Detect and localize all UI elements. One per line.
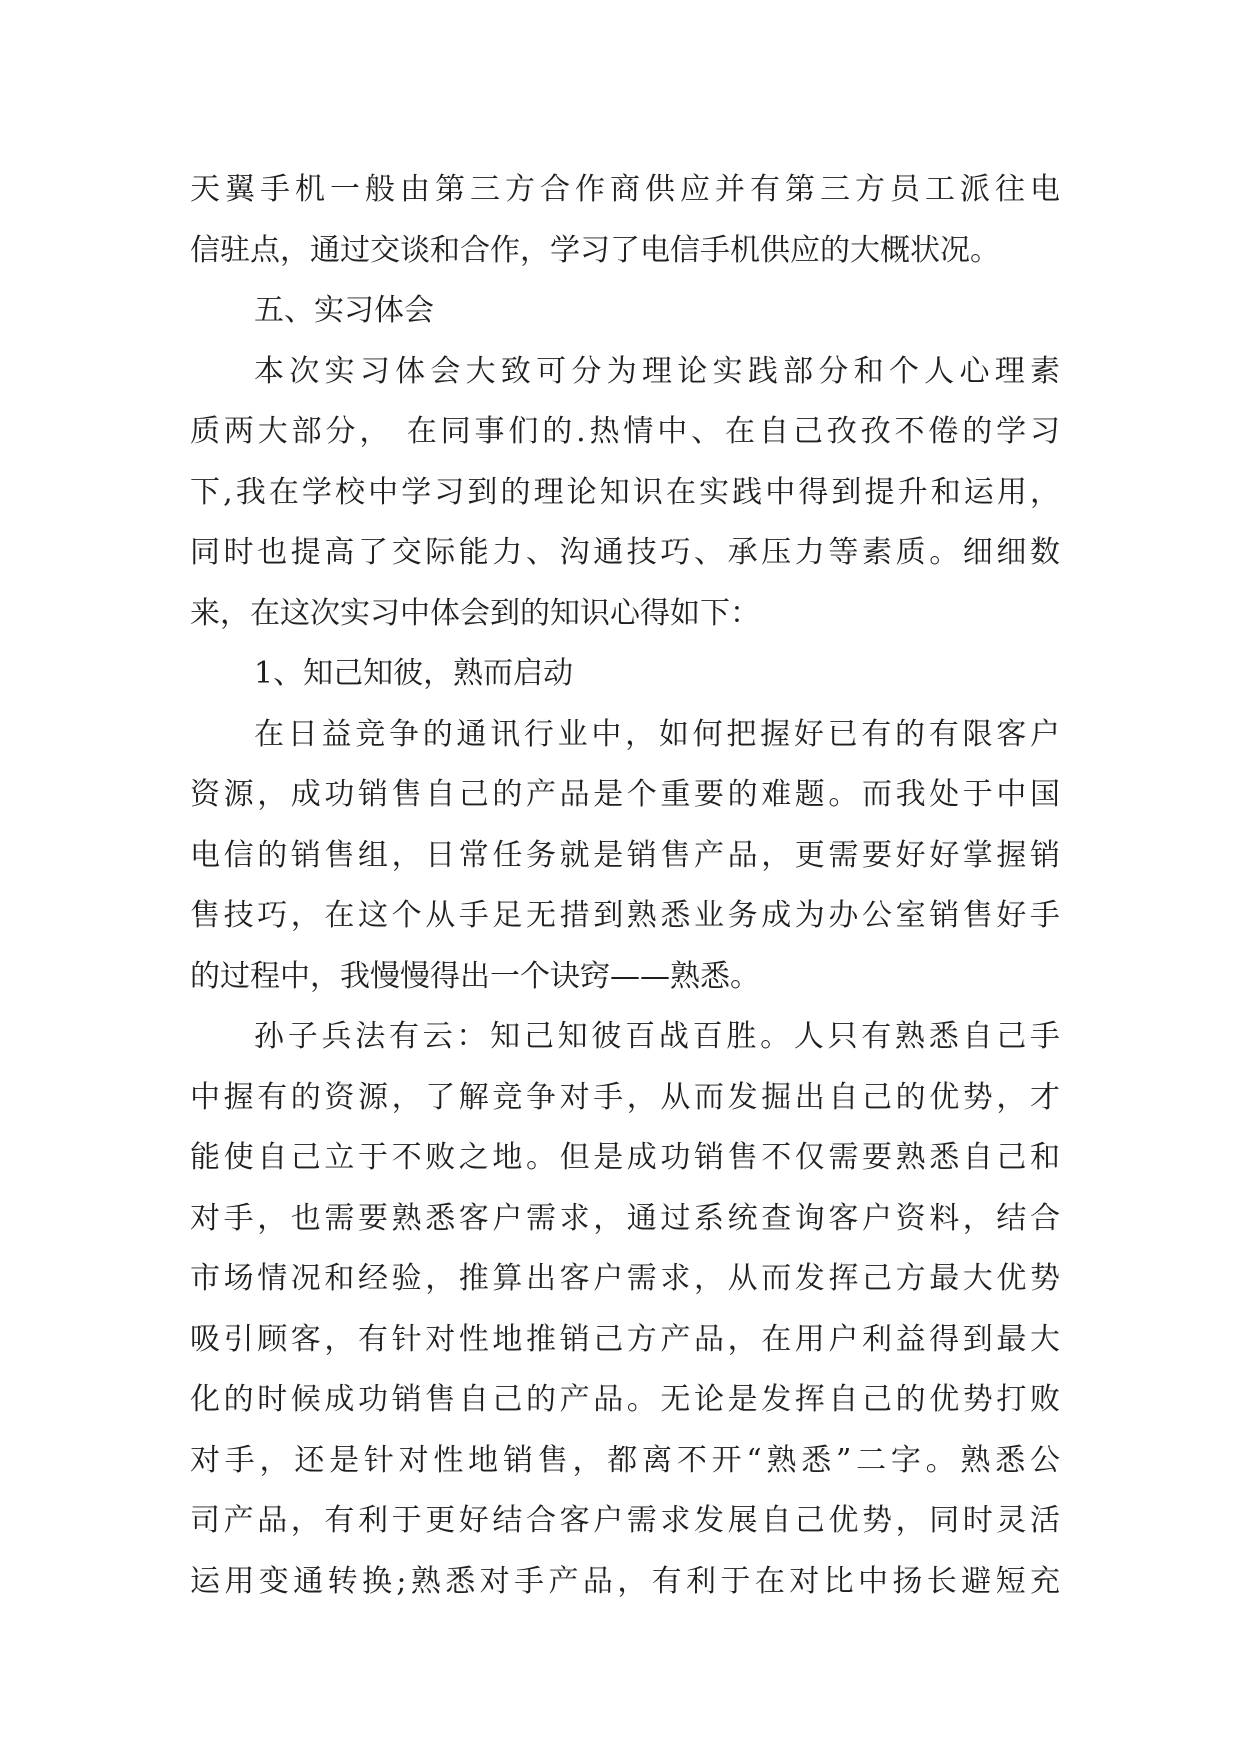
text-line: 质两大部分， 在同事们的.热情中、在自己孜孜不倦的学习 xyxy=(190,414,1060,449)
text-line: 运用变通转换;熟悉对手产品，有利于在对比中扬长避短充 xyxy=(190,1563,1060,1599)
text-line: 电信的销售组，日常任务就是销售产品，更需要好好掌握销 xyxy=(190,837,1060,873)
text-line: 化的时候成功销售自己的产品。无论是发挥自己的优势打败 xyxy=(190,1382,1060,1417)
text-line: 本次实习体会大致可分为理论实践部分和个人心理素 xyxy=(254,353,1060,389)
text-line: 中握有的资源，了解竞争对手，从而发掘出自己的优势，才 xyxy=(190,1079,1060,1115)
text-line: 在日益竞争的通讯行业中，如何把握好已有的有限客户 xyxy=(254,716,1060,752)
text-line: 吸引顾客，有针对性地推销己方产品，在用户利益得到最大 xyxy=(190,1321,1060,1357)
document-body xyxy=(190,160,1060,1612)
text-line: 的过程中，我慢慢得出一个诀窍——熟悉。 xyxy=(190,958,760,994)
text-line: 市场情况和经验，推算出客户需求，从而发挥己方最大优势 xyxy=(190,1261,1060,1296)
text-line: 同时也提高了交际能力、沟通技巧、承压力等素质。细细数 xyxy=(190,535,1060,570)
text-line: 来，在这次实习中体会到的知识心得如下： xyxy=(190,595,760,631)
text-line: 对手，也需要熟悉客户需求，通过系统查询客户资料，结合 xyxy=(190,1200,1060,1236)
text-line: 孙子兵法有云：知己知彼百战百胜。人只有熟悉自己手 xyxy=(254,1019,1060,1054)
text-line: 能使自己立于不败之地。但是成功销售不仅需要熟悉自己和 xyxy=(190,1140,1060,1175)
text-line: 对手，还是针对性地销售，都离不开“熟悉”二字。熟悉公 xyxy=(190,1442,1060,1478)
text-line: 售技巧，在这个从手足无措到熟悉业务成为办公室销售好手 xyxy=(190,898,1060,933)
text-line: 司产品，有利于更好结合客户需求发展自己优势，同时灵活 xyxy=(190,1503,1060,1538)
text-line: 资源，成功销售自己的产品是个重要的难题。而我处于中国 xyxy=(190,777,1060,812)
text-line: 信驻点，通过交谈和合作，学习了电信手机供应的大概状况。 xyxy=(190,232,1000,268)
text-line: 天翼手机一般由第三方合作商供应并有第三方员工派往电 xyxy=(190,172,1060,207)
text-line: 1、知己知彼，熟而启动 xyxy=(254,656,574,691)
text-line: 五、实习体会 xyxy=(254,293,434,328)
text-line: 下,我在学校中学习到的理论知识在实践中得到提升和运用， xyxy=(190,474,1060,510)
